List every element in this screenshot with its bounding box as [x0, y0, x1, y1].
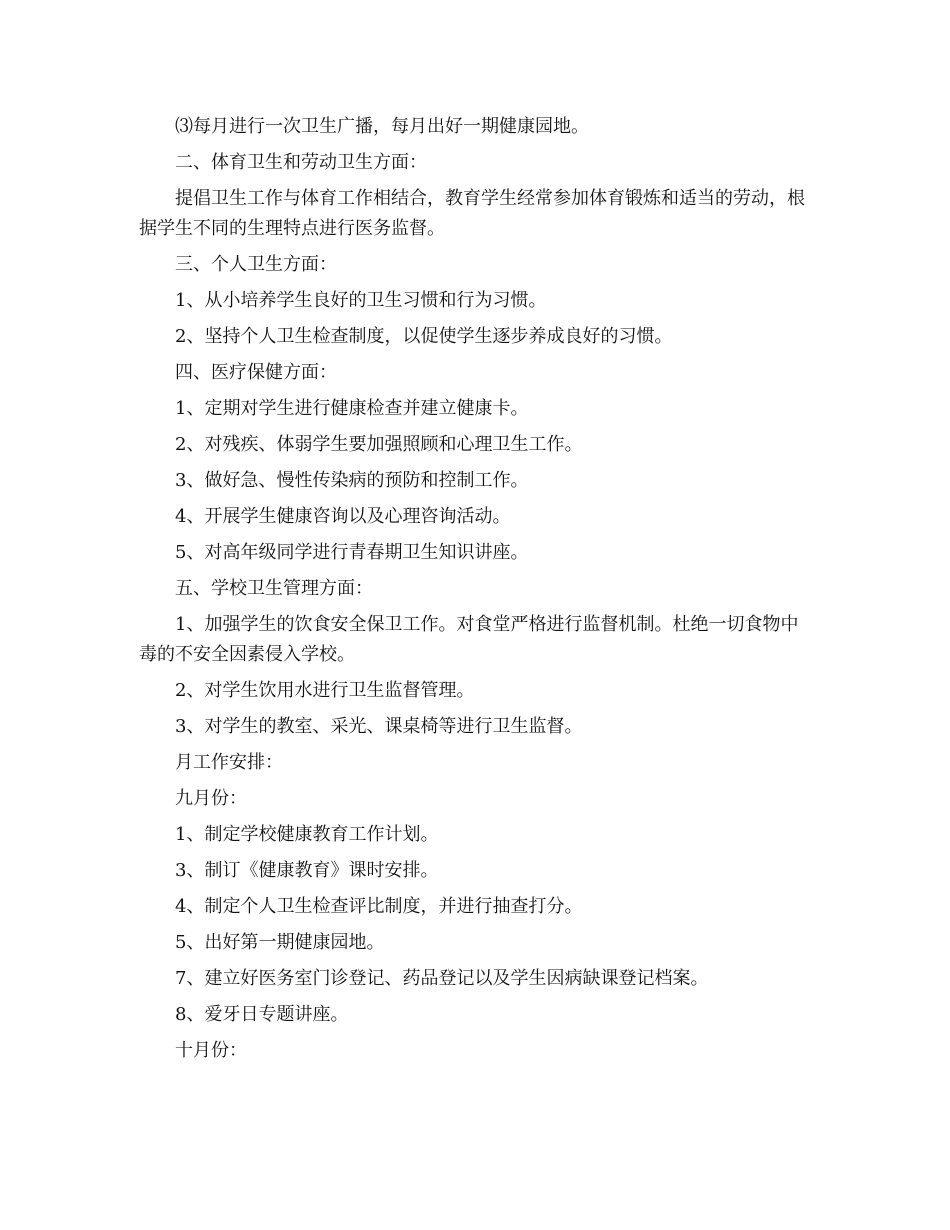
paragraph-12: 5、对高年级同学进行青春期卫生知识讲座。	[175, 542, 529, 563]
document-body	[139, 112, 811, 1072]
paragraph-11: 4、开展学生健康咨询以及心理咨询活动。	[175, 506, 511, 527]
paragraph-6: 2、坚持个人卫生检查制度，以促使学生逐步养成良好的习惯。	[175, 326, 673, 347]
paragraph-21: 4、制定个人卫生检查评比制度，并进行抽查打分。	[175, 896, 583, 917]
paragraph-5: 1、从小培养学生良好的卫生习惯和行为习惯。	[175, 290, 547, 311]
paragraph-1: ⑶每月进行一次卫生广播，每月出好一期健康园地。	[175, 116, 589, 137]
paragraph-19: 1、制定学校健康教育工作计划。	[175, 824, 439, 845]
paragraph-10: 3、做好急、慢性传染病的预防和控制工作。	[175, 470, 529, 491]
paragraph-23: 7、建立好医务室门诊登记、药品登记以及学生因病缺课登记档案。	[175, 968, 709, 989]
paragraph-3: 提倡卫生工作与体育工作相结合，教育学生经常参加体育锻炼和适当的劳动，根据学生不同的生理特点进行医务监督。	[139, 188, 805, 239]
paragraph-15: 2、对学生饮用水进行卫生监督管理。	[175, 680, 475, 701]
paragraph-8: 1、定期对学生进行健康检查并建立健康卡。	[175, 398, 529, 419]
section-heading-sports-labor-hygiene: 二、体育卫生和劳动卫生方面：	[175, 152, 427, 173]
section-heading-school-hygiene-management: 五、学校卫生管理方面：	[175, 578, 373, 599]
paragraph-22: 5、出好第一期健康园地。	[175, 932, 385, 953]
month-heading-october: 十月份：	[175, 1040, 247, 1061]
month-heading-september: 九月份：	[175, 788, 247, 809]
paragraph-9: 2、对残疾、体弱学生要加强照顾和心理卫生工作。	[175, 434, 583, 455]
paragraph-24: 8、爱牙日专题讲座。	[175, 1004, 349, 1025]
paragraph-20: 3、制订《健康教育》课时安排。	[175, 860, 439, 881]
paragraph-14: 1、加强学生的饮食安全保卫工作。对食堂严格进行监督机制。杜绝一切食物中毒的不安全因素侵入学校。	[139, 614, 799, 665]
section-heading-monthly-schedule: 月工作安排：	[175, 752, 283, 773]
paragraph-16: 3、对学生的教室、采光、课桌椅等进行卫生监督。	[175, 716, 583, 737]
section-heading-medical-care: 四、医疗保健方面：	[175, 362, 337, 383]
section-heading-personal-hygiene: 三、个人卫生方面：	[175, 254, 337, 275]
